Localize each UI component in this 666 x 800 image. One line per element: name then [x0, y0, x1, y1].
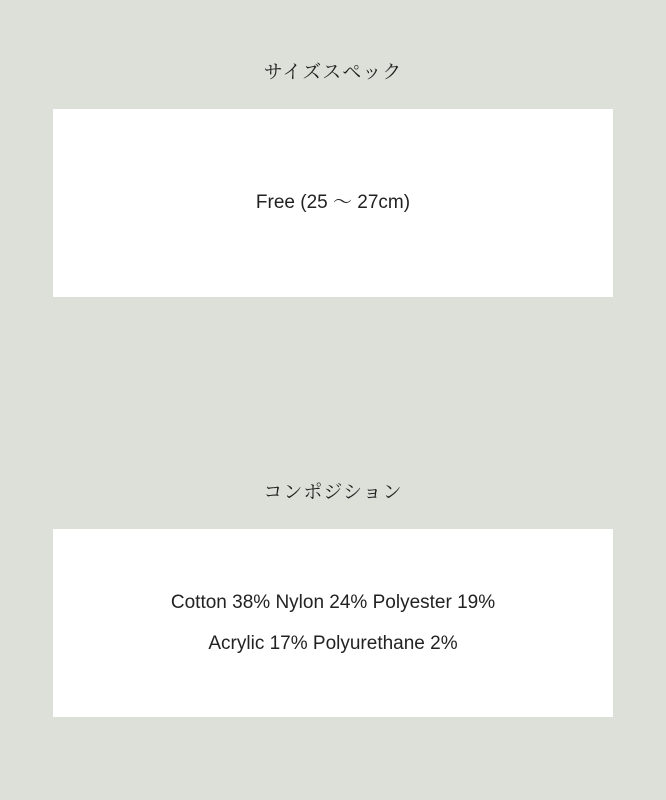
size-spec-title: サイズスペック: [263, 62, 403, 83]
size-spec-value: Free (25 〜 27cm): [255, 192, 411, 214]
composition-section: [0, 480, 666, 717]
size-spec-section: [0, 60, 666, 297]
composition-line-1: Cotton 38% Nylon 24% Polyester 19%: [170, 591, 496, 613]
composition-panel: [53, 529, 613, 717]
size-spec-panel: [53, 109, 613, 297]
composition-title: コンポジション: [263, 482, 403, 503]
composition-line-2: Acrylic 17% Polyurethane 2%: [208, 632, 458, 654]
